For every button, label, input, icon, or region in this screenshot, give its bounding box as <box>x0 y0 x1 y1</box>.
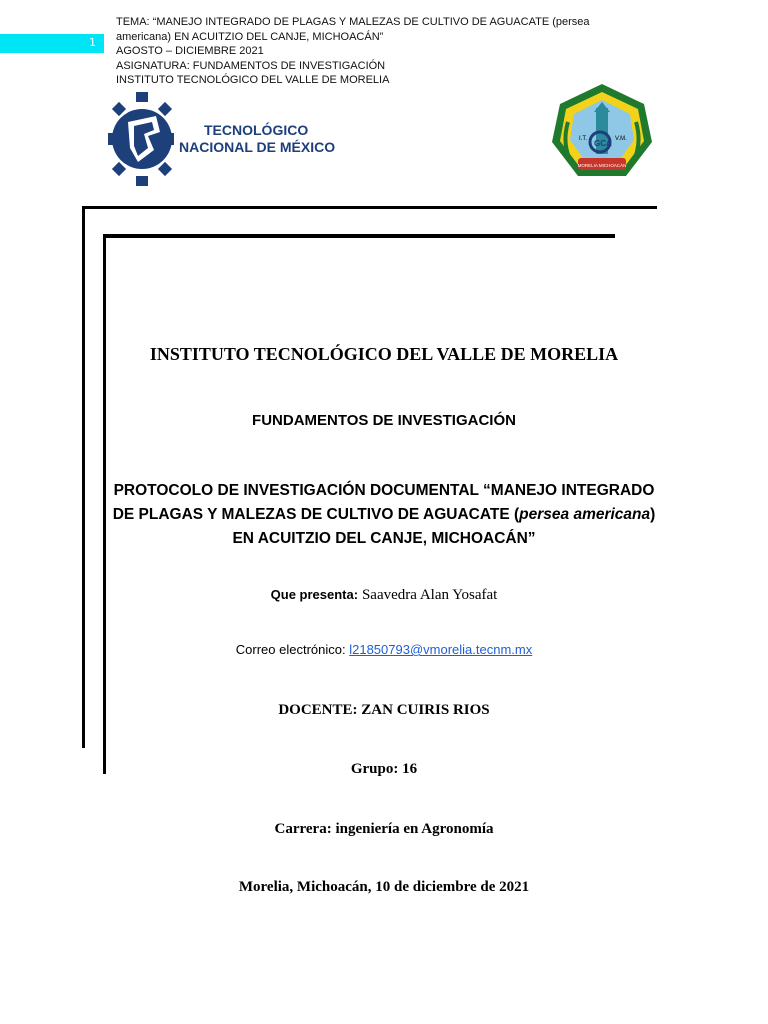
page-number-badge <box>0 34 104 53</box>
itvm-seal <box>548 82 656 182</box>
presenter-label: Que presenta: <box>270 587 359 602</box>
subject-title: FUNDAMENTOS DE INVESTIGACIÓN <box>252 412 516 429</box>
tecnm-logo <box>108 92 336 187</box>
header-line-topic: TEMA: “MANEJO INTEGRADO DE PLAGAS Y MALEZAS DE CULTIVO DE AGUACATE (persea americana) EN ACUITZIO DEL CANJE, MICHOACÁN” <box>116 16 590 43</box>
frame-outer-left-rule <box>82 206 85 748</box>
tecnm-logo-text-2: NACIONAL DE MÉXICO <box>179 139 336 155</box>
itvm-initials: GCA <box>594 139 612 148</box>
protocol-title-part-2: ) EN ACUITZIO DEL CANJE, MICHOACÁN” <box>232 506 656 547</box>
teacher-line: DOCENTE: ZAN CUIRIS RIOS <box>278 702 490 718</box>
header-line-institute: INSTITUTO TECNOLÓGICO DEL VALLE DE MORELIA <box>116 74 390 87</box>
header-line-period: AGOSTO – DICIEMBRE 2021 <box>116 45 264 58</box>
itvm-letters-left: I.T. <box>579 136 588 142</box>
career-line: Carrera: ingeniería en Agronomía <box>274 821 494 837</box>
page-number: 1 <box>89 36 96 49</box>
group-line: Grupo: 16 <box>350 761 418 777</box>
header-line-subject: ASIGNATURA: FUNDAMENTOS DE INVESTIGACIÓN <box>116 59 386 72</box>
institution-title: INSTITUTO TECNOLÓGICO DEL VALLE DE MORELIA <box>149 344 619 364</box>
protocol-title <box>112 479 656 551</box>
tecnm-logo-text-1: TECNOLÓGICO <box>204 122 309 138</box>
frame-inner-top-rule <box>103 234 615 238</box>
email-line <box>100 642 668 657</box>
place-date-line: Morelia, Michoacán, 10 de diciembre de 2021 <box>238 879 530 895</box>
protocol-title-part-1: PROTOCOLO DE INVESTIGACIÓN DOCUMENTAL “MANEJO INTEGRADO DE PLAGAS Y MALEZAS DE CULTIVO DE AGUACATE ( <box>112 482 655 523</box>
presenter-name: Saavedra Alan Yosafat <box>361 587 498 603</box>
presenter-line <box>100 586 668 604</box>
itvm-ribbon-text: MORELIA MICHOACÁN <box>577 163 627 168</box>
page-header <box>116 15 646 88</box>
frame-outer-top-rule <box>82 206 657 209</box>
frame-inner-left-rule <box>103 234 106 774</box>
tecnm-gear-icon <box>108 92 174 186</box>
email-link[interactable]: l21850793@vmorelia.tecnm.mx <box>349 642 533 657</box>
protocol-title-species: persea americana <box>519 506 651 523</box>
itvm-letters-right: V.M. <box>615 136 627 142</box>
email-label: Correo electrónico: <box>235 642 346 657</box>
